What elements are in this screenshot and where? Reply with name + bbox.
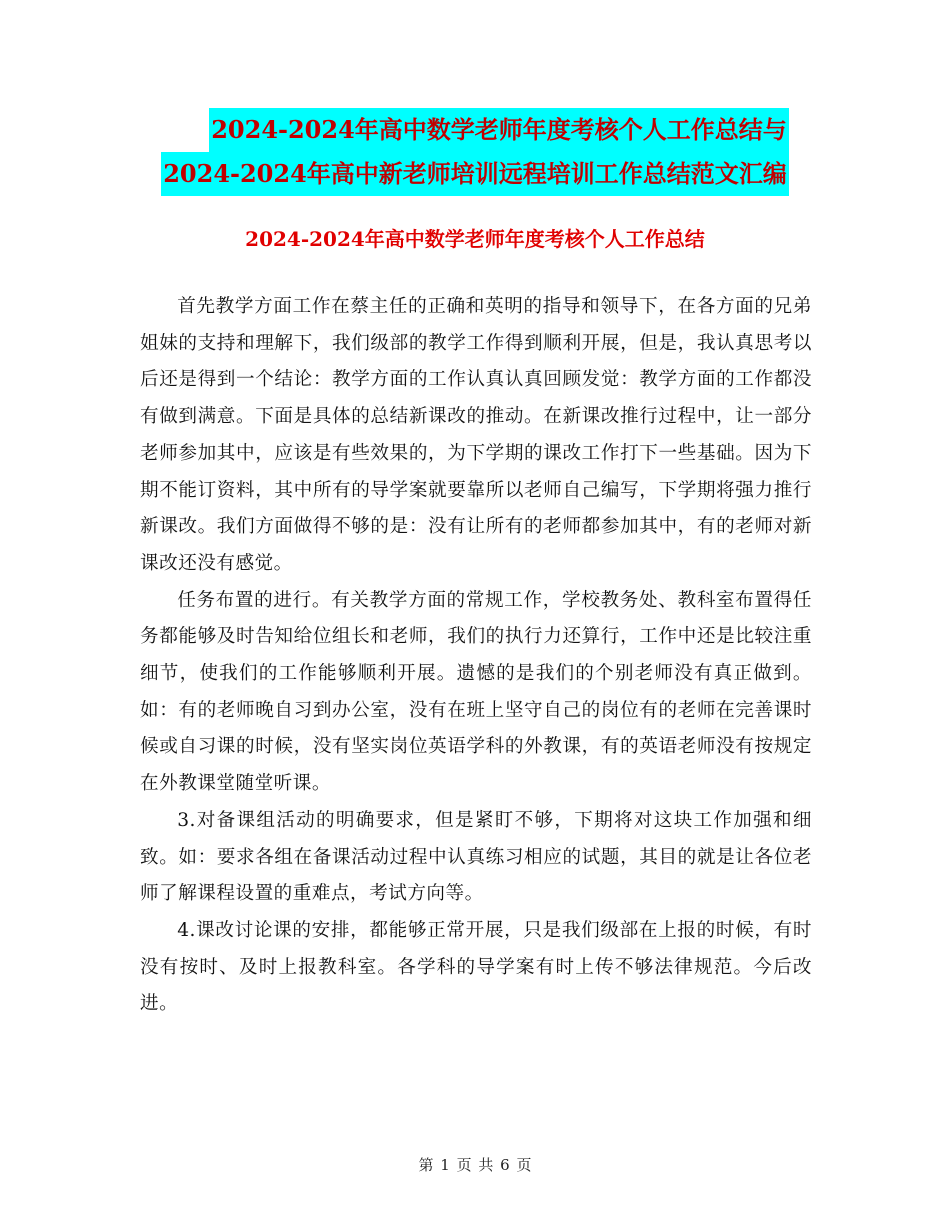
document-title-line-2: 2024-2024年高中新老师培训远程培训工作总结范文汇编 bbox=[161, 152, 789, 196]
body-paragraph-2: 任务布置的进行。有关教学方面的常规工作，学校教务处、教科室布置得任务都能够及时告知给位组长和老师，我们的执行力还算行，工作中还是比较注重细节，使我们的工作能够顺利开展。遗憾的是我们的个别老师没有真正做到。如：有的老师晚自习到办公室，没有在班上坚守自己的岗位有的老师在完善课时候或自习课的时候，没有坚实岗位英语学科的外教课，有的英语老师没有按规定在外教课堂随堂听课。 bbox=[140, 589, 812, 795]
body-paragraph-3: 3.对备课组活动的明确要求，但是紧盯不够，下期将对这块工作加强和细致。如：要求各组在备课活动过程中认真练习相应的试题，其目的就是让各位老师了解课程设置的重难点，考试方向等。 bbox=[140, 809, 812, 905]
body-paragraph-4: 4.课改讨论课的安排，都能够正常开展，只是我们级部在上报的时候，有时没有按时、及时上报教科室。各学科的导学案有时上传不够法律规范。今后改进。 bbox=[140, 919, 812, 1015]
document-body bbox=[140, 289, 812, 1023]
document-title bbox=[0, 108, 950, 196]
body-paragraph-1: 首先教学方面工作在蔡主任的正确和英明的指导和领导下，在各方面的兄弟姐妹的支持和理解下，我们级部的教学工作得到顺利开展，但是，我认真思考以后还是得到一个结论：教学方面的工作认真认真回顾发觉：教学方面的工作都没有做到满意。下面是具体的总结新课改的推动。在新课改推行过程中，让一部分老师参加其中，应该是有些效果的，为下学期的课改工作打下一些基础。因为下期不能订资料，其中所有的导学案就要靠所以老师自己编写，下学期将强力推行新课改。我们方面做得不够的是：没有让所有的老师都参加其中，有的老师对新课改还没有感觉。 bbox=[140, 296, 812, 574]
document-title-line-1: 2024-2024年高中数学老师年度考核个人工作总结与 bbox=[209, 108, 789, 152]
section-heading: 2024-2024年高中数学老师年度考核个人工作总结 bbox=[245, 227, 705, 251]
page-number-footer: 第 1 页 共 6 页 bbox=[418, 1156, 532, 1174]
